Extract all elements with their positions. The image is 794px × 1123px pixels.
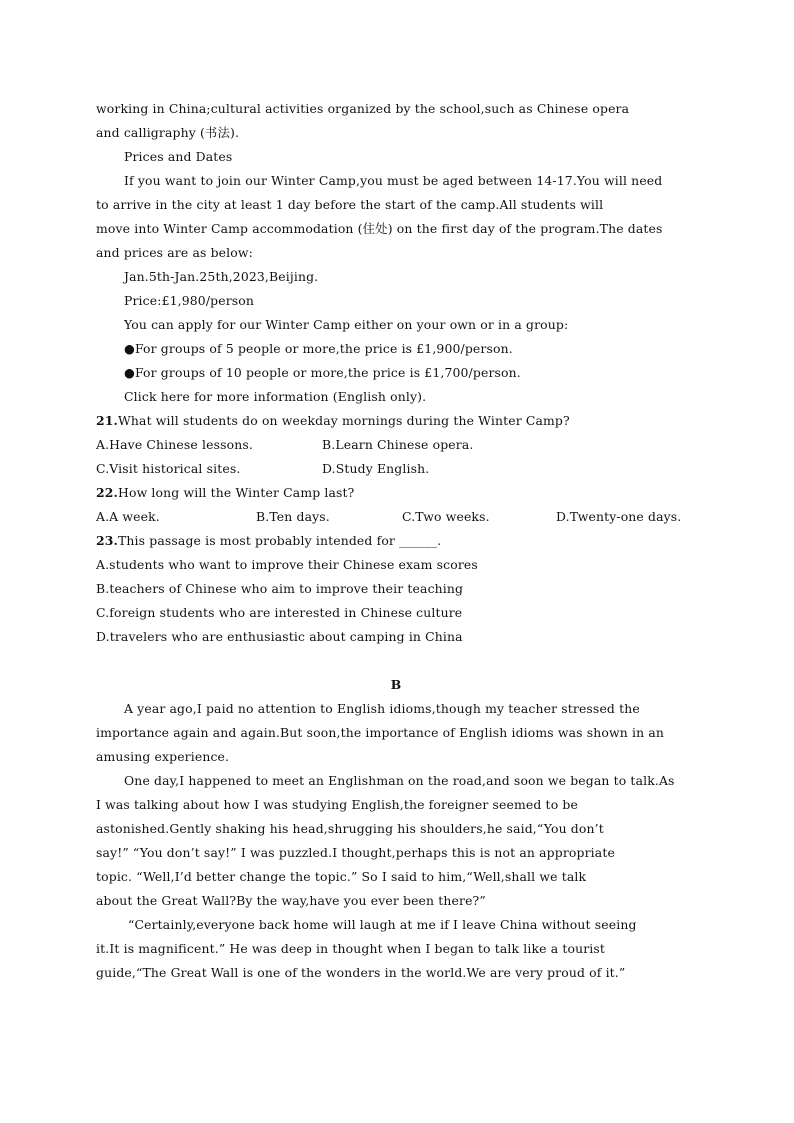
text-line: it.It is magnificent.” He was deep in thought when I began to talk like a tourist: [96, 941, 606, 956]
option-a: A.students who want to improve their Chinese exam scores: [96, 557, 478, 572]
option-d: D.Twenty-one days.: [556, 509, 682, 524]
bullet-text: For groups of 5 people or more,the price is £1,900/person.: [134, 341, 513, 356]
apply-line: You can apply for our Winter Camp either on your own or in a group:: [124, 317, 569, 332]
text-line: topic. “Well,I’d better change the topic.” So I said to him,“Well,shall we talk: [96, 869, 587, 884]
bullet-item: [96, 361, 696, 385]
text-line: “Certainly,everyone back home will laugh at me if I leave China without seeing: [128, 917, 637, 932]
text-line: say!” “You don’t say!” I was puzzled.I thought,perhaps this is not an appropriate: [96, 845, 615, 860]
option-b: B.Learn Chinese opera.: [322, 437, 474, 452]
options-row: [96, 433, 696, 457]
text-line: I was talking about how I was studying English,the foreigner seemed to be: [96, 797, 578, 812]
dates-line: Jan.5th-Jan.25th,2023,Beijing.: [124, 269, 319, 284]
text-line: One day,I happened to meet an Englishman on the road,and soon we began to talk.As: [124, 773, 675, 788]
bullet-item: [96, 337, 696, 361]
document-page: [96, 97, 696, 985]
question-number: 23.: [96, 533, 119, 548]
option-c: C.foreign students who are interested in Chinese culture: [96, 605, 463, 620]
text-line: guide,“The Great Wall is one of the wonders in the world.We are very proud of it.”: [96, 965, 626, 980]
question-23: [96, 529, 696, 553]
option-b: B.Ten days.: [256, 509, 330, 524]
section-heading-prices: Prices and Dates: [124, 149, 233, 164]
options-row: [96, 505, 696, 529]
text-line: If you want to join our Winter Camp,you must be aged between 14-17.You will need: [124, 173, 663, 188]
question-text: How long will the Winter Camp last?: [118, 485, 355, 500]
text-line: working in China;cultural activities organized by the school,such as Chinese opera: [96, 101, 630, 116]
bullet-icon: ●: [124, 341, 135, 356]
text-line: importance again and again.But soon,the importance of English idioms was shown in an: [96, 725, 664, 740]
option-d: D.Study English.: [322, 461, 430, 476]
question-text: What will students do on weekday mornings during the Winter Camp?: [118, 413, 570, 428]
section-title-b: B: [390, 677, 402, 692]
option-c: C.Visit historical sites.: [96, 461, 241, 476]
bullet-icon: ●: [124, 365, 135, 380]
question-22: [96, 481, 696, 505]
question-21: [96, 409, 696, 433]
question-text: This passage is most probably intended for ______.: [118, 533, 442, 548]
option-a: A.Have Chinese lessons.: [96, 437, 253, 452]
question-number: 21.: [96, 413, 119, 428]
text-line: astonished.Gently shaking his head,shrugging his shoulders,he said,“You don’t: [96, 821, 604, 836]
option-b: B.teachers of Chinese who aim to improve their teaching: [96, 581, 464, 596]
option-a: A.A week.: [96, 509, 160, 524]
option-d: D.travelers who are enthusiastic about camping in China: [96, 629, 463, 644]
text-line: move into Winter Camp accommodation (住处) on the first day of the program.The dates: [96, 221, 663, 236]
more-info-link: Click here for more information (English only).: [124, 389, 427, 404]
text-line: A year ago,I paid no attention to English idioms,though my teacher stressed the: [124, 701, 640, 716]
options-row: [96, 457, 696, 481]
bullet-text: For groups of 10 people or more,the price is £1,700/person.: [134, 365, 521, 380]
option-c: C.Two weeks.: [402, 509, 490, 524]
text-line: and prices are as below:: [96, 245, 253, 260]
question-number: 22.: [96, 485, 119, 500]
text-line: and calligraphy (书法).: [96, 125, 240, 140]
price-line: Price:£1,980/person: [124, 293, 255, 308]
text-line: to arrive in the city at least 1 day before the start of the camp.All students will: [96, 197, 604, 212]
text-line: amusing experience.: [96, 749, 230, 764]
text-line: about the Great Wall?By the way,have you ever been there?”: [96, 893, 486, 908]
